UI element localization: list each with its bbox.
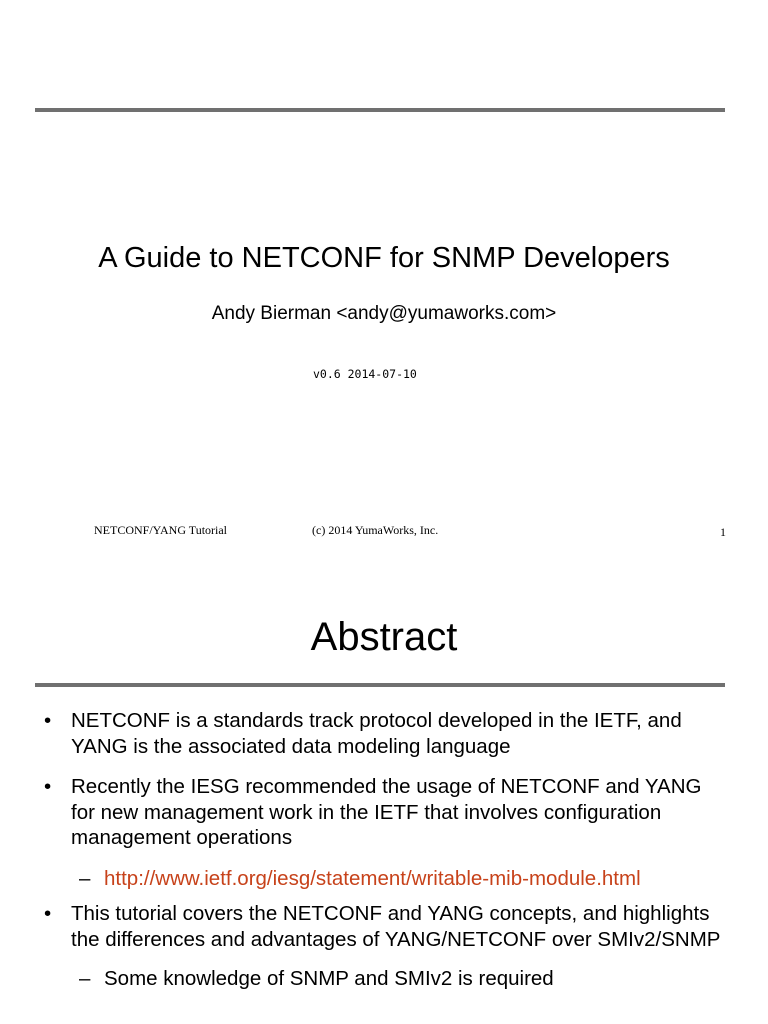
abstract-divider	[35, 683, 725, 687]
bullet-text: This tutorial covers the NETCONF and YANG concepts, and highlights the differences and advantages of YANG/NETCONF over SMIv2/SNMP	[71, 902, 721, 951]
sub-bullet-marker: –	[79, 866, 91, 890]
bullet-text: NETCONF is a standards track protocol developed in the IETF, and YANG is the associated data modeling language	[71, 709, 682, 758]
footer-copyright: (c) 2014 YumaWorks, Inc.	[312, 523, 439, 537]
abstract-heading: Abstract	[310, 615, 458, 659]
bullet-marker: •	[44, 709, 52, 732]
author-line: Andy Bierman <andy@yumaworks.com>	[211, 303, 557, 324]
footer-page-number: 1	[720, 525, 726, 539]
bullet-marker: •	[44, 902, 52, 925]
version-date: v0.6 2014-07-10	[313, 367, 417, 381]
sub-bullet-marker: –	[79, 967, 91, 990]
footer-tutorial-name: NETCONF/YANG Tutorial	[94, 523, 228, 537]
bullet-marker: •	[44, 775, 52, 798]
sub-item-prerequisite	[0, 966, 768, 992]
bullet-item-iesg	[0, 774, 768, 851]
title-slide-divider	[35, 108, 725, 112]
bullet-list	[0, 708, 768, 992]
bullet-item-tutorial	[0, 901, 768, 952]
bullet-text: Recently the IESG recommended the usage of NETCONF and YANG for new management work in the IETF that involves configuration management operations	[71, 775, 702, 849]
iesg-statement-link[interactable]: http://www.ietf.org/iesg/statement/writable-mib-module.html	[104, 866, 641, 890]
bullet-item-netconf	[0, 708, 768, 759]
sub-item-iesg-link	[0, 866, 768, 892]
presentation-title: A Guide to NETCONF for SNMP Developers	[98, 242, 670, 274]
abstract-slide	[0, 560, 768, 1024]
sub-bullet-text: Some knowledge of SNMP and SMIv2 is required	[104, 967, 554, 990]
